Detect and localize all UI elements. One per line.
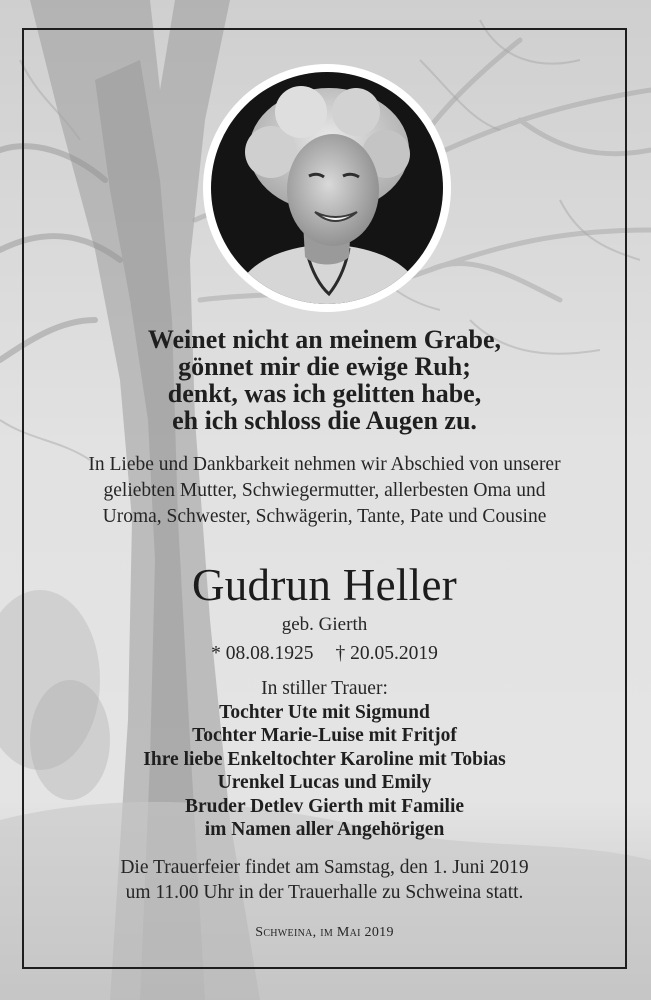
maiden-name: geb. Gierth [281, 614, 368, 635]
poem-line: Weinet nicht an meinem Grabe, [147, 325, 502, 354]
life-dates [24, 641, 625, 667]
place-and-date: Schweina, im Mai 2019 [255, 924, 394, 940]
mourner-line: Tochter Ute mit Sigmund [219, 701, 430, 723]
funeral-details [24, 855, 625, 905]
mourner-line: Bruder Detlev Gierth mit Familie [184, 795, 465, 817]
mourner-line: Ihre liebe Enkeltochter Karoline mit Tobias [143, 748, 506, 770]
intro-line: geliebten Mutter, Schwiegermutter, allerbesten Oma und [103, 480, 546, 501]
mourner-line: im Namen aller Angehörigen [204, 819, 445, 840]
farewell-intro [24, 452, 625, 530]
poem-line: eh ich schloss die Augen zu. [172, 406, 477, 435]
memorial-poem [24, 326, 625, 434]
death-date: † 20.05.2019 [335, 643, 438, 664]
poem-line: denkt, was ich gelitten habe, [167, 379, 482, 408]
funeral-line: Die Trauerfeier findet am Samstag, den 1. Juni 2019 [120, 856, 529, 878]
deceased-name: Gudrun Heller [191, 560, 458, 610]
intro-line: In Liebe und Dankbarkeit nehmen wir Abschied von unserer [88, 454, 561, 475]
mourners-title: In stiller Trauer: [261, 678, 388, 699]
mourner-line: Tochter Marie-Luise mit Fritjof [192, 725, 457, 746]
intro-line: Uroma, Schwester, Schwägerin, Tante, Pate und Cousine [102, 506, 547, 527]
birth-date: * 08.08.1925 [211, 643, 314, 664]
mourners-list [24, 677, 625, 842]
mourner-line: Urenkel Lucas und Emily [217, 772, 432, 793]
obituary-text [24, 326, 625, 942]
poem-line: gönnet mir die ewige Ruh; [178, 352, 471, 381]
portrait-photo [203, 64, 451, 312]
funeral-line: um 11.00 Uhr in der Trauerhalle zu Schweina statt. [125, 881, 524, 903]
